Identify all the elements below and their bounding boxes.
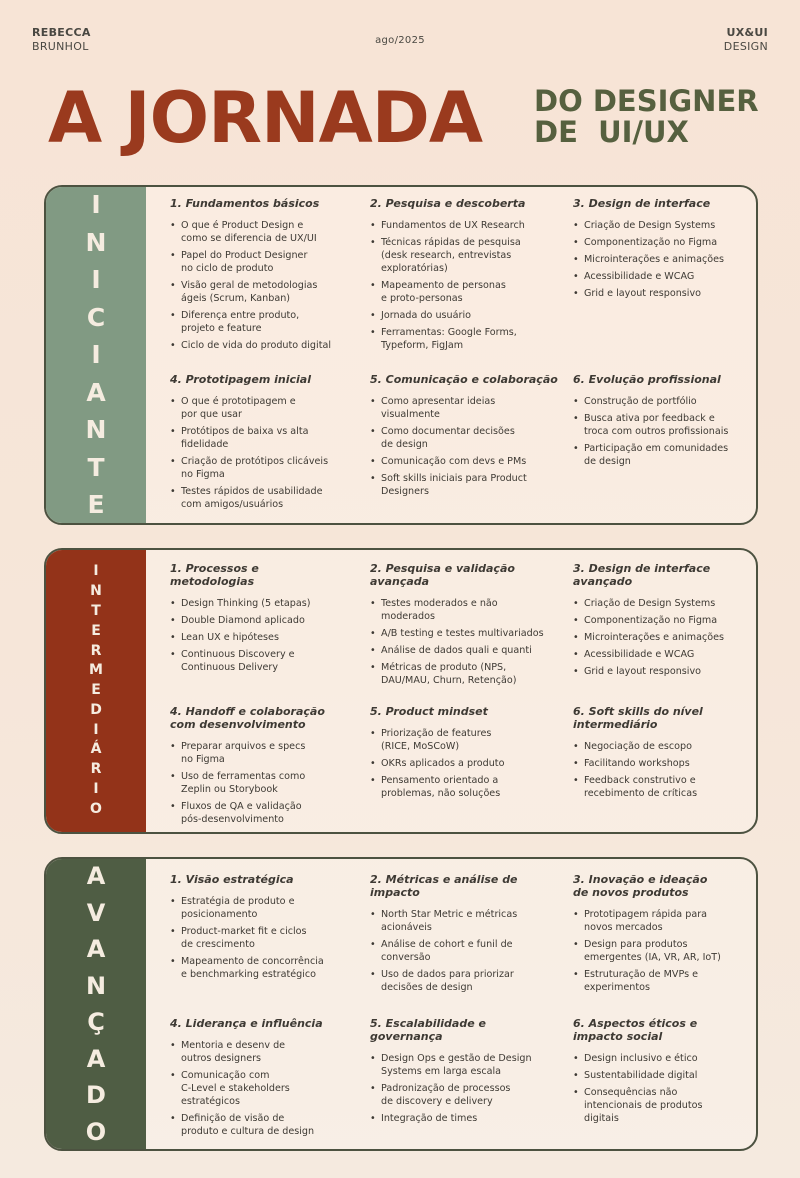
section-title: 4. Liderança e influência bbox=[170, 1017, 323, 1030]
level-label-letter: D bbox=[90, 701, 102, 718]
list-item bbox=[573, 665, 743, 678]
topic-section bbox=[170, 1017, 358, 1142]
level-card-iniciante bbox=[44, 185, 758, 525]
list-item-line: Systems em larga escala bbox=[381, 1066, 502, 1077]
topic-section bbox=[370, 1017, 558, 1129]
list-item-line: (RICE, MoSCoW) bbox=[381, 741, 460, 752]
list-item bbox=[573, 1086, 743, 1125]
list-item bbox=[573, 597, 743, 610]
list-item-line: Designers bbox=[381, 486, 429, 497]
topic-section bbox=[170, 873, 358, 985]
list-item-line: e proto-personas bbox=[381, 293, 463, 304]
list-item-line: estratégicos bbox=[181, 1096, 241, 1107]
list-item-line: • Facilitando workshops bbox=[584, 758, 690, 769]
list-item bbox=[170, 895, 358, 921]
list-item bbox=[370, 644, 558, 657]
list-item bbox=[370, 1082, 558, 1108]
list-item-line: • Como documentar decisões bbox=[381, 426, 515, 437]
list-item-line: • Double Diamond aplicado bbox=[181, 615, 305, 626]
list-item-line: conversão bbox=[381, 952, 431, 963]
list-item-line: • Construção de portfólio bbox=[584, 396, 697, 407]
section-title: 2. Pesquisa e descoberta bbox=[370, 197, 526, 210]
list-item bbox=[573, 757, 743, 770]
area-label bbox=[724, 26, 768, 54]
list-item-line: projeto e feature bbox=[181, 323, 262, 334]
list-item-line: • Visão geral de metodologias bbox=[181, 280, 318, 291]
list-item bbox=[573, 236, 743, 249]
list-item bbox=[170, 631, 358, 644]
section-title: 6. Soft skills do nível intermediário bbox=[573, 705, 703, 731]
level-label-letter: I bbox=[93, 781, 99, 798]
level-card-avancado bbox=[44, 857, 758, 1151]
section-list bbox=[170, 740, 358, 826]
list-item bbox=[370, 425, 558, 451]
topic-section bbox=[370, 373, 558, 502]
list-item-line: • Feedback construtivo e bbox=[584, 775, 696, 786]
section-title: 2. Pesquisa e validação avançada bbox=[370, 562, 515, 588]
section-list bbox=[370, 597, 558, 687]
list-item-line: • Comunicação com bbox=[181, 1070, 270, 1081]
level-label-letter: E bbox=[91, 622, 101, 639]
list-item-line: • Ciclo de vida do produto digital bbox=[181, 340, 331, 351]
section-list bbox=[370, 908, 558, 994]
list-item-line: C-Level e stakeholders bbox=[181, 1083, 290, 1094]
list-item-line: por que usar bbox=[181, 409, 242, 420]
list-item bbox=[370, 236, 558, 275]
list-item-line: outros designers bbox=[181, 1053, 262, 1064]
list-item bbox=[573, 270, 743, 283]
section-title: 5. Escalabilidade e governança bbox=[370, 1017, 486, 1043]
level-card-intermediario bbox=[44, 548, 758, 834]
list-item-line: • Análise de cohort e funil de bbox=[381, 939, 513, 950]
list-item-line: exploratórias) bbox=[381, 263, 448, 274]
list-item-line: de design bbox=[381, 439, 428, 450]
list-item bbox=[573, 442, 743, 468]
list-item-line: • Design Thinking (5 etapas) bbox=[181, 598, 311, 609]
list-item bbox=[573, 287, 743, 300]
list-item-line: • Pensamento orientado a bbox=[381, 775, 499, 786]
list-item-line: • Testes moderados e não bbox=[381, 598, 498, 609]
level-label-letter: A bbox=[86, 1044, 106, 1073]
list-item-line: no ciclo de produto bbox=[181, 263, 274, 274]
list-item-line: • Mapeamento de concorrência bbox=[181, 956, 324, 967]
level-label-intermediario bbox=[46, 550, 146, 832]
section-title: 3. Inovação e ideação de novos produtos bbox=[573, 873, 708, 899]
list-item bbox=[170, 955, 358, 981]
list-item-line: • Soft skills iniciais para Product bbox=[381, 473, 527, 484]
list-item-line: • Componentização no Figma bbox=[584, 237, 718, 248]
list-item bbox=[170, 597, 358, 610]
section-title: 2. Métricas e análise de impacto bbox=[370, 873, 518, 899]
list-item bbox=[370, 597, 558, 623]
list-item-line: de crescimento bbox=[181, 939, 255, 950]
list-item-line: • Jornada do usuário bbox=[381, 310, 471, 321]
list-item bbox=[370, 1052, 558, 1078]
list-item-line: • Criação de Design Systems bbox=[584, 598, 716, 609]
list-item-line: Continuous Delivery bbox=[181, 662, 279, 673]
list-item bbox=[170, 219, 358, 245]
list-item bbox=[370, 326, 558, 352]
date-label: ago/2025 bbox=[375, 35, 425, 46]
list-item bbox=[170, 800, 358, 826]
topic-section bbox=[573, 1017, 743, 1129]
section-title: 4. Handoff e colaboração com desenvolvimento bbox=[170, 705, 325, 731]
list-item-line: • Uso de dados para priorizar bbox=[381, 969, 514, 980]
section-title: 6. Evolução profissional bbox=[573, 373, 721, 386]
list-item bbox=[170, 1112, 358, 1138]
list-item-line: • Estruturação de MVPs e bbox=[584, 969, 699, 980]
list-item-line: • Priorização de features bbox=[381, 728, 492, 739]
level-label-letter: O bbox=[85, 1117, 107, 1146]
level-label-letter: N bbox=[85, 227, 107, 257]
level-label-letter: A bbox=[86, 935, 106, 963]
section-list bbox=[573, 597, 743, 678]
list-item-line: • OKRs aplicados a produto bbox=[381, 758, 505, 769]
topic-section bbox=[370, 197, 558, 356]
list-item bbox=[573, 412, 743, 438]
level-label-letter: T bbox=[91, 602, 101, 619]
section-list bbox=[170, 1039, 358, 1138]
list-item-line: • Como apresentar ideias bbox=[381, 396, 496, 407]
list-item bbox=[370, 472, 558, 498]
list-item-line: • Mapeamento de personas bbox=[381, 280, 506, 291]
page-subtitle bbox=[534, 86, 759, 148]
list-item-line: • Consequências não bbox=[584, 1087, 678, 1098]
list-item-line: moderados bbox=[381, 611, 435, 622]
list-item-line: • Integração de times bbox=[381, 1113, 478, 1124]
section-title: 6. Aspectos éticos e impacto social bbox=[573, 1017, 698, 1043]
list-item-line: de discovery e delivery bbox=[381, 1096, 493, 1107]
list-item bbox=[370, 279, 558, 305]
list-item-line: de design bbox=[584, 456, 631, 467]
list-item bbox=[573, 1069, 743, 1082]
list-item-line: • Ferramentas: Google Forms, bbox=[381, 327, 517, 338]
list-item bbox=[170, 249, 358, 275]
list-item bbox=[370, 309, 558, 322]
list-item-line: (desk research, entrevistas bbox=[381, 250, 512, 261]
list-item-line: • Componentização no Figma bbox=[584, 615, 718, 626]
level-label-letter: N bbox=[85, 415, 107, 445]
level-label-letter: M bbox=[89, 662, 103, 679]
section-list bbox=[573, 1052, 743, 1125]
section-title: 5. Product mindset bbox=[370, 705, 488, 718]
section-title: 1. Fundamentos básicos bbox=[170, 197, 320, 210]
list-item bbox=[170, 485, 358, 511]
list-item bbox=[573, 395, 743, 408]
list-item bbox=[370, 908, 558, 934]
topic-section bbox=[370, 873, 558, 998]
list-item-line: visualmente bbox=[381, 409, 440, 420]
list-item bbox=[370, 219, 558, 232]
level-label-letter: C bbox=[86, 302, 106, 332]
area-line-1: UX&UI bbox=[726, 26, 768, 39]
list-item-line: Zeplin ou Storybook bbox=[181, 784, 278, 795]
list-item bbox=[370, 455, 558, 468]
list-item-line: • Design inclusivo e ético bbox=[584, 1053, 698, 1064]
list-item-line: com amigos/usuários bbox=[181, 499, 284, 510]
list-item-line: • Definição de visão de bbox=[181, 1113, 285, 1124]
section-list bbox=[170, 219, 358, 352]
area-line-2: DESIGN bbox=[723, 40, 768, 53]
list-item-line: • Busca ativa por feedback e bbox=[584, 413, 715, 424]
topic-section bbox=[573, 373, 743, 472]
level-label-letter: E bbox=[87, 490, 105, 520]
level-label-letter: Ç bbox=[87, 1008, 105, 1036]
list-item-line: • Padronização de processos bbox=[381, 1083, 511, 1094]
list-item-line: • Fundamentos de UX Research bbox=[381, 220, 525, 231]
list-item-line: • Testes rápidos de usabilidade bbox=[181, 486, 323, 497]
list-item bbox=[170, 925, 358, 951]
list-item bbox=[370, 627, 558, 640]
list-item bbox=[573, 938, 743, 964]
level-label-letter: I bbox=[91, 340, 101, 370]
list-item-line: • Acessibilidade e WCAG bbox=[584, 271, 695, 282]
list-item-line: • Fluxos de QA e validação bbox=[181, 801, 302, 812]
list-item-line: • Protótipos de baixa vs alta bbox=[181, 426, 309, 437]
list-item-line: recebimento de críticas bbox=[584, 788, 698, 799]
author-last-name: BRUNHOL bbox=[32, 40, 89, 53]
level-label-letter: I bbox=[91, 265, 101, 295]
list-item bbox=[573, 219, 743, 232]
list-item-line: • Estratégia de produto e bbox=[181, 896, 295, 907]
list-item bbox=[170, 425, 358, 451]
section-list bbox=[370, 1052, 558, 1125]
list-item-line: posicionamento bbox=[181, 909, 258, 920]
level-label-letter: I bbox=[93, 721, 99, 738]
list-item bbox=[370, 938, 558, 964]
list-item-line: • Continuous Discovery e bbox=[181, 649, 295, 660]
subtitle-line-1: DO DESIGNER bbox=[534, 84, 759, 118]
list-item-line: emergentes (IA, VR, AR, IoT) bbox=[584, 952, 721, 963]
list-item-line: • Prototipagem rápida para bbox=[584, 909, 708, 920]
list-item bbox=[170, 1039, 358, 1065]
list-item bbox=[170, 395, 358, 421]
author-first-name: REBECCA bbox=[32, 26, 91, 39]
list-item bbox=[170, 455, 358, 481]
level-label-letter: Á bbox=[90, 741, 102, 758]
page-title: A JORNADA bbox=[48, 77, 483, 159]
section-title: 3. Design de interface avançado bbox=[573, 562, 711, 588]
topic-section bbox=[170, 373, 358, 515]
list-item bbox=[370, 757, 558, 770]
list-item-line: • Design para produtos bbox=[584, 939, 688, 950]
section-list bbox=[170, 597, 358, 674]
list-item-line: • Participação em comunidades bbox=[584, 443, 729, 454]
list-item-line: no Figma bbox=[181, 469, 225, 480]
list-item-line: • A/B testing e testes multivariados bbox=[381, 628, 544, 639]
topic-section bbox=[170, 705, 358, 830]
list-item bbox=[170, 648, 358, 674]
list-item-line: no Figma bbox=[181, 754, 225, 765]
list-item-line: • Diferença entre produto, bbox=[181, 310, 300, 321]
section-list bbox=[573, 740, 743, 800]
list-item bbox=[573, 1052, 743, 1065]
list-item-line: e benchmarking estratégico bbox=[181, 969, 317, 980]
level-label-letter: A bbox=[86, 377, 106, 407]
level-label-letter: N bbox=[85, 971, 107, 1000]
section-title: 4. Prototipagem inicial bbox=[170, 373, 311, 386]
level-label-letter: A bbox=[86, 862, 106, 890]
list-item-line: DAU/MAU, Churn, Retenção) bbox=[381, 675, 517, 686]
list-item bbox=[170, 770, 358, 796]
list-item-line: intencionais de produtos bbox=[584, 1100, 703, 1111]
list-item-line: • Uso de ferramentas como bbox=[181, 771, 306, 782]
section-title: 3. Design de interface bbox=[573, 197, 711, 210]
list-item-line: • Papel do Product Designer bbox=[181, 250, 308, 261]
list-item bbox=[170, 309, 358, 335]
list-item-line: • North Star Metric e métricas bbox=[381, 909, 518, 920]
list-item-line: problemas, não soluções bbox=[381, 788, 501, 799]
list-item bbox=[573, 968, 743, 994]
section-list bbox=[370, 395, 558, 498]
list-item-line: • Criação de protótipos clicáveis bbox=[181, 456, 329, 467]
list-item-line: pós-desenvolvimento bbox=[181, 814, 284, 825]
level-label-letter: E bbox=[91, 682, 101, 699]
topic-section bbox=[573, 562, 743, 682]
level-label-letter: R bbox=[90, 642, 102, 659]
level-label-letter: D bbox=[86, 1081, 106, 1109]
list-item bbox=[170, 339, 358, 352]
section-list bbox=[573, 395, 743, 468]
list-item bbox=[170, 614, 358, 627]
list-item-line: novos mercados bbox=[584, 922, 663, 933]
level-label-letter: R bbox=[90, 761, 102, 778]
section-title: 1. Visão estratégica bbox=[170, 873, 294, 886]
list-item-line: experimentos bbox=[584, 982, 650, 993]
list-item-line: • Grid e layout responsivo bbox=[584, 666, 702, 677]
list-item-line: troca com outros profissionais bbox=[584, 426, 729, 437]
section-list bbox=[573, 219, 743, 300]
list-item-line: ágeis (Scrum, Kanban) bbox=[181, 293, 291, 304]
list-item bbox=[573, 740, 743, 753]
list-item-line: • Microinterações e animações bbox=[584, 632, 724, 643]
list-item-line: • Criação de Design Systems bbox=[584, 220, 716, 231]
list-item bbox=[170, 740, 358, 766]
section-list bbox=[370, 727, 558, 800]
list-item-line: fidelidade bbox=[181, 439, 229, 450]
list-item-line: • Preparar arquivos e specs bbox=[181, 741, 306, 752]
level-label-letter: O bbox=[90, 800, 102, 817]
section-list bbox=[573, 908, 743, 994]
topic-section bbox=[573, 197, 743, 304]
list-item bbox=[573, 908, 743, 934]
list-item-line: • Negociação de escopo bbox=[584, 741, 692, 752]
list-item-line: • Design Ops e gestão de Design bbox=[381, 1053, 532, 1064]
list-item-line: • Product-market fit e ciclos bbox=[181, 926, 307, 937]
list-item bbox=[170, 279, 358, 305]
list-item-line: • Mentoria e desenv de bbox=[181, 1040, 286, 1051]
list-item-line: Typeform, FigJam bbox=[381, 340, 464, 351]
level-label-letter: I bbox=[93, 563, 99, 580]
topic-section bbox=[370, 705, 558, 804]
level-label-letter: T bbox=[87, 452, 105, 482]
list-item bbox=[370, 727, 558, 753]
list-item bbox=[573, 253, 743, 266]
list-item-line: produto e cultura de design bbox=[181, 1126, 315, 1137]
list-item bbox=[370, 1112, 558, 1125]
section-list bbox=[170, 895, 358, 981]
list-item bbox=[370, 661, 558, 687]
list-item-line: acionáveis bbox=[381, 922, 432, 933]
list-item-line: como se diferencia de UX/UI bbox=[181, 233, 317, 244]
list-item-line: • Sustentabilidade digital bbox=[584, 1070, 698, 1081]
level-label-letter: N bbox=[90, 583, 102, 600]
list-item-line: • Métricas de produto (NPS, bbox=[381, 662, 507, 673]
level-label-letter: I bbox=[91, 190, 101, 220]
list-item bbox=[573, 648, 743, 661]
topic-section bbox=[170, 562, 358, 678]
list-item-line: • O que é Product Design e bbox=[181, 220, 304, 231]
list-item bbox=[370, 774, 558, 800]
list-item-line: • Acessibilidade e WCAG bbox=[584, 649, 695, 660]
list-item-line: digitais bbox=[584, 1113, 619, 1124]
topic-section bbox=[370, 562, 558, 691]
list-item bbox=[370, 968, 558, 994]
list-item-line: decisões de design bbox=[381, 982, 473, 993]
section-title: 1. Processos e metodologias bbox=[170, 562, 259, 588]
list-item-line: • Análise de dados quali e quanti bbox=[381, 645, 532, 656]
list-item-line: • Microinterações e animações bbox=[584, 254, 724, 265]
section-list bbox=[370, 219, 558, 352]
list-item bbox=[573, 774, 743, 800]
section-list bbox=[170, 395, 358, 511]
level-label-avancado bbox=[46, 859, 146, 1149]
topic-section bbox=[573, 873, 743, 998]
topic-section bbox=[573, 705, 743, 804]
level-label-iniciante bbox=[46, 187, 146, 523]
list-item-line: • Lean UX e hipóteses bbox=[181, 632, 279, 643]
section-title: 5. Comunicação e colaboração bbox=[370, 373, 558, 386]
subtitle-line-2: DE UI/UX bbox=[534, 115, 689, 149]
list-item bbox=[573, 631, 743, 644]
topic-section bbox=[170, 197, 358, 356]
level-label-letter: V bbox=[86, 898, 106, 927]
list-item bbox=[370, 395, 558, 421]
list-item bbox=[573, 614, 743, 627]
list-item-line: • Grid e layout responsivo bbox=[584, 288, 702, 299]
list-item bbox=[170, 1069, 358, 1108]
list-item-line: • Técnicas rápidas de pesquisa bbox=[381, 237, 521, 248]
list-item-line: • Comunicação com devs e PMs bbox=[381, 456, 527, 467]
list-item-line: • O que é prototipagem e bbox=[181, 396, 296, 407]
